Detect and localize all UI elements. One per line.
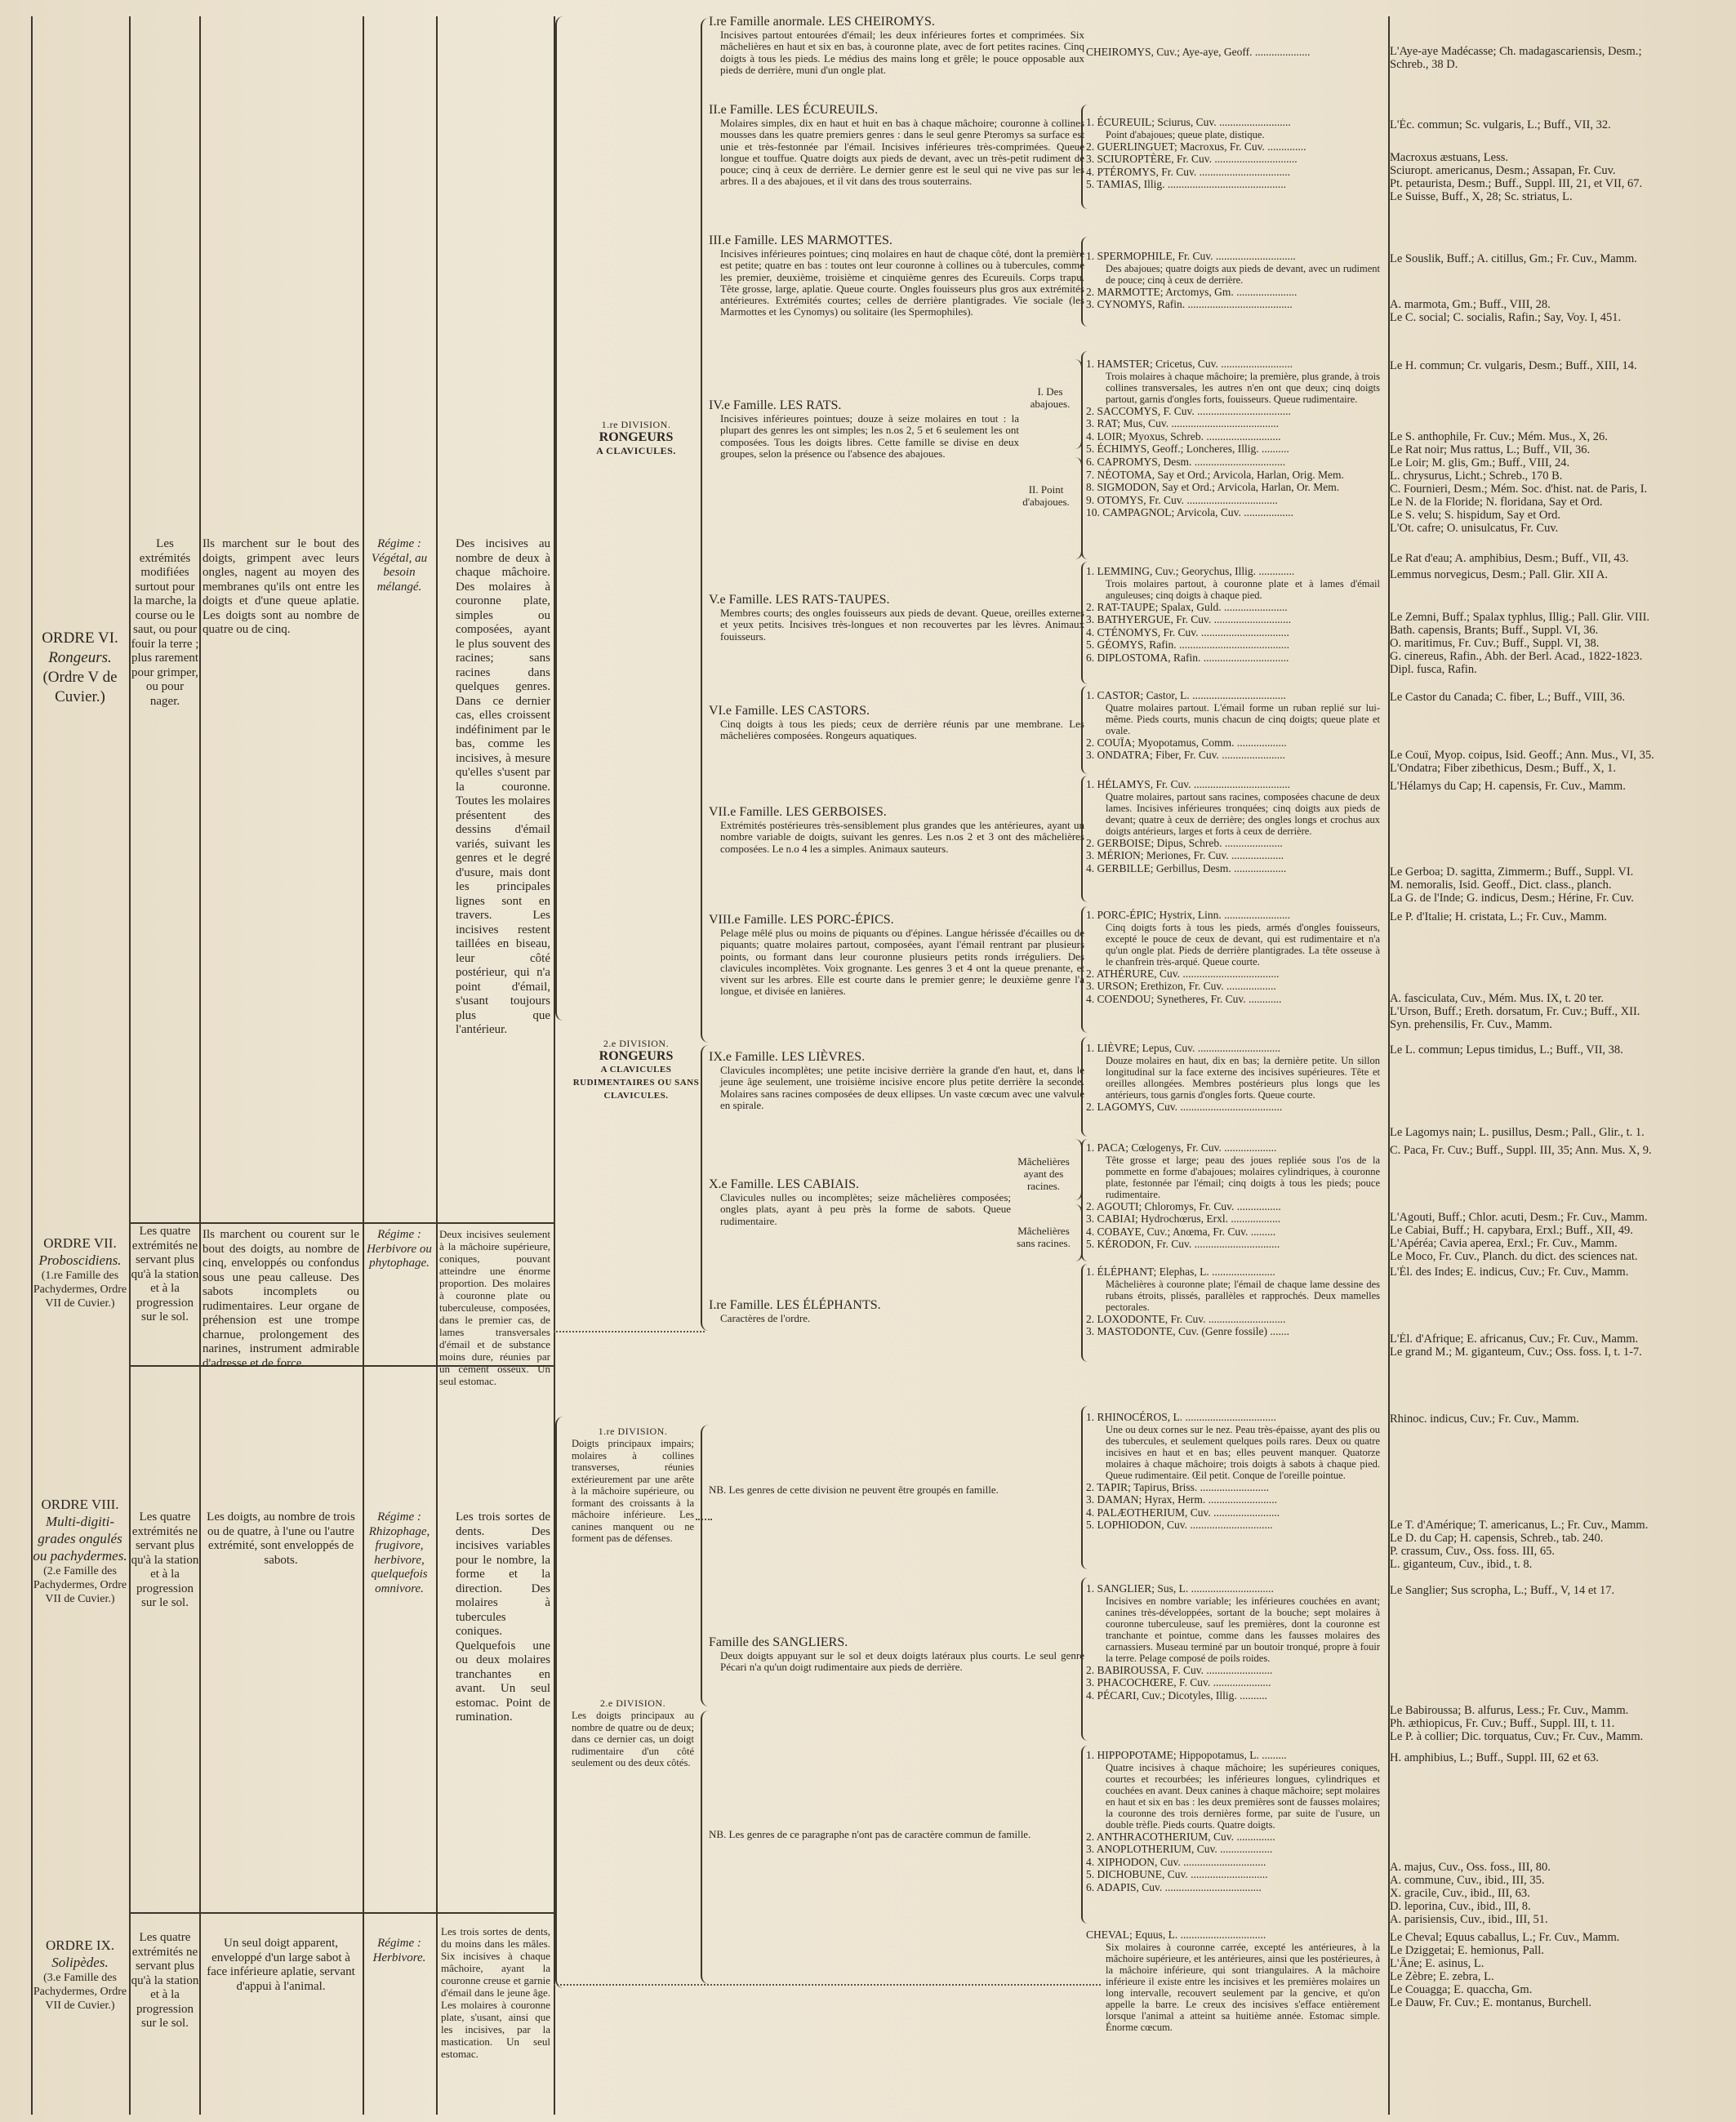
genus-desc: Tête grosse et large; peau des joues repliée sous l'os de la pommette en forme d'abajoues; molaires cylindriques, à couronne plate, festonnée par l'émail; cinq doigts à tous les pieds; pouce rudimentaire. bbox=[1106, 1154, 1380, 1200]
genus-item: 4. COBAYE, Cuv.; Anœma, Fr. Cuv. ......... bbox=[1086, 1225, 1276, 1238]
family-desc: Deux doigts appuyant sur le sol et deux doigts latéraux plus courts. Le seul genre Pécari n'a qu'un doigt rudimentaire aux pieds de derrière. bbox=[720, 1649, 1084, 1674]
species-entry: Ph. æthiopicus, Fr. Cuv.; Buff., Suppl. III, t. 11. bbox=[1390, 1717, 1615, 1730]
division-1-pachyderms bbox=[572, 1425, 694, 1545]
order-vi-regime: Régime : Végétal, au besoin mélangé. bbox=[371, 537, 428, 594]
species-entry: Le C. social; C. socialis, Rafin.; Say, Voy. I, 451. bbox=[1390, 311, 1622, 324]
order-vii-regime: Régime : Herbivore ou phytophage. bbox=[367, 1228, 432, 1270]
family-porc-epics bbox=[709, 914, 1084, 997]
species-entry: Le Dziggetai; E. hemionus, Pall. bbox=[1390, 1944, 1544, 1957]
species-entry: L'Âne; E. asinus, L. bbox=[1390, 1957, 1485, 1970]
family-desc: Cinq doigts à tous les pieds; ceux de derrière réunis par une membrane. Les mâchelières composées. Rongeurs aquatiques. bbox=[720, 718, 1084, 742]
order-title: ORDRE VIII. bbox=[41, 1497, 119, 1512]
genera-cabiais bbox=[1086, 1141, 1380, 1251]
order-sub: (2.e Famille des Pachydermes, Ordre VII de Cuvier.) bbox=[33, 1565, 127, 1605]
species-entry: Rhinoc. indicus, Cuv.; Fr. Cuv., Mamm. bbox=[1390, 1412, 1579, 1426]
genus-desc: Six molaires à couronne carrée, excepté les antérieures, à la mâchoire supérieure, et les antérieures, ainsi que les postérieures, à la mâchoire inférieure, qui sont triangulaires. A la mâchoire inférieure il existe entre les incisives et les premières molaires un long intervalle, recouvert seulement par la gencive, et qu'on appelle la barre. Le creux des incisives s'efface entièrement lorsque l'animal a atteint sa huitième année. Estomac simple. Énorme cœcum. bbox=[1106, 1941, 1380, 2033]
genus-item: 2. LOXODONTE, Fr. Cuv. ............................ bbox=[1086, 1312, 1286, 1325]
family-rats-taupes bbox=[709, 594, 1084, 643]
family-cheiromys bbox=[709, 16, 1084, 76]
family-title: Famille des SANGLIERS. bbox=[709, 1635, 848, 1649]
genus-item: 4. GERBILLE; Gerbillus, Desm. ................... bbox=[1086, 861, 1287, 874]
genus-item: 1. PORC-ÉPIC; Hystrix, Linn. ........................ bbox=[1086, 909, 1291, 921]
division-sub: A CLAVICULES RUDIMENTAIRES OU SANS CLAVICULES. bbox=[572, 1065, 700, 1101]
genus-item: 3. CABIAI; Hydrochœrus, Erxl. .................. bbox=[1086, 1212, 1281, 1226]
species-entry: M. nemoralis, Isid. Geoff., Dict. class., planch. bbox=[1390, 879, 1612, 892]
genera-castors bbox=[1086, 689, 1380, 762]
genus-item: 4. COENDOU; Synetheres, Fr. Cuv. ............ bbox=[1086, 992, 1282, 1005]
species-entry: L. chrysurus, Licht.; Schreb., 170 B. bbox=[1390, 469, 1563, 483]
species-entry: X. gracile, Cuv., ibid., III, 63. bbox=[1390, 1887, 1530, 1900]
genus-item: 3. PHACOCHŒRE, F. Cuv. ..................... bbox=[1086, 1676, 1271, 1689]
family-title: VII.e Famille. LES GERBOISES. bbox=[709, 805, 887, 819]
species-entry: Le Cabiai, Buff.; H. capybara, Erxl.; Buff., XII, 49. bbox=[1390, 1224, 1633, 1237]
species-entry: Le Couagga; E. quaccha, Gm. bbox=[1390, 1983, 1533, 1996]
species-entry: Le Dauw, Fr. Cuv.; E. montanus, Burchell. bbox=[1390, 1996, 1592, 2009]
species-entry: L'Ot. cafre; O. unisulcatus, Fr. Cuv. bbox=[1390, 522, 1559, 535]
species-entry: C. Fournieri, Desm.; Mém. Soc. d'hist. nat. de Paris, I. bbox=[1390, 483, 1648, 496]
genus-desc: Trois molaires partout, à couronne plate et à lames d'émail anguleuses; cinq doigts à chaque pied. bbox=[1106, 577, 1380, 601]
species-entry: A. marmota, Gm.; Buff., VIII, 28. bbox=[1390, 298, 1551, 311]
family-desc: Incisives inférieures pointues; douze à seize molaires en tout : la plupart des genres les ont simples; les n.os 2, 5 et 6 seulement les ont composées. Tous les doigts libres. Cette famille se divise en deux groupes, selon la présence ou l'absence des abajoues. bbox=[720, 412, 1019, 460]
family-ecureuils bbox=[709, 105, 1084, 187]
genera-elephants bbox=[1086, 1266, 1380, 1338]
species-entry: A. fasciculata, Cuv., Mém. Mus. IX, t. 20 ter. bbox=[1390, 992, 1605, 1005]
genus-desc: Mâchelières à couronne plate; l'émail de chaque lame dessine des rubans étroits, plissés, parallèles et rapprochés. Deux mamelles pectorales. bbox=[1106, 1278, 1380, 1313]
division-sub: A CLAVICULES. bbox=[596, 445, 676, 456]
species-entry: Le D. du Cap; H. capensis, Schreb., tab. 240. bbox=[1390, 1532, 1604, 1545]
species-entry: Le Babiroussa; B. alfurus, Less.; Fr. Cuv., Mamm. bbox=[1390, 1704, 1629, 1717]
genus-item: 3. ONDATRA; Fiber, Fr. Cuv. ....................... bbox=[1086, 749, 1285, 762]
order-name: Multi-digiti-grades ongulés ou pachydermes. bbox=[33, 1514, 127, 1564]
order-vii-teeth: Deux incisives seulement à la mâchoire supérieure, coniques, pouvant atteindre une énorme proportion. Des molaires à couronne plate ou tuberculeuse, composées, dans le premier cas, de lames transversales d'émail et de substance moins dure, réunies par un cément osseux. Un seul estomac. bbox=[439, 1228, 550, 1387]
genus-item: 5. GÉOMYS, Rafin. ........................................ bbox=[1086, 638, 1289, 652]
genus-item: 1. HIPPOPOTAME; Hippopotamus, L. ......... bbox=[1086, 1749, 1287, 1761]
family-desc: Incisives inférieures pointues; cinq molaires en haut de chaque côté, dont la première est petite; quatre en bas : toutes ont leur couronne à collines ou à tubercules, comme les premier, deuxième, troisième et cinquième genres des Ecureuils. Corps trapu. Tête grosse, large, aplatie. Queue courte. Ongles fouisseurs plus gros aux extrémités antérieures. Extrémités courtes; celles de derrière plantigrades. Vie sociale (les Marmottes et les Cynomys) ou solitaire (les Spermophiles). bbox=[720, 247, 1084, 318]
division-name: RONGEURS bbox=[599, 430, 674, 444]
genus-item: 3. CYNOMYS, Rafin. ...................................... bbox=[1086, 298, 1293, 311]
family-desc: Caractères de l'ordre. bbox=[720, 1312, 811, 1325]
species-entry: Le Moco, Fr. Cuv., Planch. du dict. des sciences nat. bbox=[1390, 1250, 1638, 1263]
genus-item: 1. LIÈVRE; Lepus, Cuv. .............................. bbox=[1086, 1042, 1280, 1054]
genus-item: 10. CAMPAGNOL; Arvicola, Cuv. .................. bbox=[1086, 506, 1294, 519]
species-entry: Le Suisse, Buff., X, 28; Sc. striatus, L. bbox=[1390, 190, 1573, 203]
species-entry: Le T. d'Amérique; T. americanus, L.; Fr. Cuv., Mamm. bbox=[1390, 1519, 1649, 1532]
genus-item: 4. CTÉNOMYS, Fr. Cuv. ................................ bbox=[1086, 625, 1289, 638]
genus-item: 2. MARMOTTE; Arctomys, Gm. ...................... bbox=[1086, 285, 1298, 298]
cabiais-group-a: Mâchelières ayant des racines. bbox=[1017, 1155, 1070, 1192]
cabiais-group-b: Mâchelières sans racines. bbox=[1017, 1225, 1071, 1249]
order-title: ORDRE VII. bbox=[43, 1235, 117, 1251]
genus-item: 4. PÉCARI, Cuv.; Dicotyles, Illig. .......... bbox=[1086, 1688, 1267, 1702]
genus-item: 4. XIPHODON, Cuv. .............................. bbox=[1086, 1855, 1266, 1868]
genus-item: 2. GERBOISE; Dipus, Schreb. ..................... bbox=[1086, 836, 1283, 849]
species-entry: A. majus, Cuv., Oss. foss., III, 80. bbox=[1390, 1861, 1551, 1874]
family-bracket bbox=[701, 18, 709, 1043]
order-viii-title bbox=[31, 1496, 129, 1606]
rule bbox=[199, 16, 201, 2115]
genus-item: 3. URSON; Erethizon, Fr. Cuv. .................. bbox=[1086, 980, 1276, 993]
genus-desc: Trois molaires à chaque mâchoire; la première, plus grande, à trois collines transversales, les autres n'en ont que deux; cinq doigts partout, garnis d'ongles forts, fouisseurs. Queue rudimentaire. bbox=[1106, 370, 1380, 405]
genus-desc: Des abajoues; quatre doigts aux pieds de devant, avec un rudiment de pouce; cinq à ceux de derrière. bbox=[1106, 262, 1380, 286]
genus-item: 2. COUÏA; Myopotamus, Comm. .................. bbox=[1086, 736, 1287, 749]
family-title: IX.e Famille. LES LIÈVRES. bbox=[709, 1050, 866, 1064]
genus-item: 5. ÉCHIMYS, Geoff.; Loncheres, Illig. .......... bbox=[1086, 443, 1289, 456]
species-entry: L. giganteum, Cuv., ibid., t. 8. bbox=[1390, 1558, 1533, 1571]
family-elephants bbox=[709, 1300, 1084, 1324]
genus-item: 3. MASTODONTE, Cuv. (Genre fossile) ....... bbox=[1086, 1325, 1289, 1338]
species-entry: L'Él. des Indes; E. indicus, Cuv.; Fr. Cuv., Mamm. bbox=[1390, 1266, 1629, 1279]
species-entry: L'Urson, Buff.; Ereth. dorsatum, Fr. Cuv.; Buff., XII. bbox=[1390, 1005, 1640, 1018]
family-title: I.re Famille. LES ÉLÉPHANTS. bbox=[709, 1298, 881, 1312]
species-entry: L'Éc. commun; Sc. vulgaris, L.; Buff., VII, 32. bbox=[1390, 118, 1611, 131]
species-entry: Le L. commun; Lepus timidus, L.; Buff., VII, 38. bbox=[1390, 1043, 1623, 1057]
species-entry: Le Rat d'eau; A. amphibius, Desm.; Buff., VII, 43. bbox=[1390, 552, 1629, 565]
genus-desc: Douze molaires en haut, dix en bas; la dernière petite. Un sillon longitudinal sur la face externe des incisives supérieures. Tête et oreilles allongées. Membres postérieurs plus longs que les antérieurs, tous garnis d'ongles forts. Queue courte. bbox=[1106, 1054, 1380, 1101]
family-title: VIII.e Famille. LES PORC-ÉPICS. bbox=[709, 913, 894, 927]
genus-item: 4. LOIR; Myoxus, Schreb. ........................... bbox=[1086, 429, 1281, 443]
species-entry: Le Rat noir; Mus rattus, L.; Buff., VII, 36. bbox=[1390, 443, 1591, 456]
family-nb-division-2 bbox=[709, 1829, 1084, 1842]
species-entry: Pt. petaurista, Desm.; Buff., Suppl. III, 21, et VII, 67. bbox=[1390, 177, 1643, 190]
family-title: III.e Famille. LES MARMOTTES. bbox=[709, 234, 892, 247]
genus-item: 5. KÉRODON, Fr. Cuv. ............................... bbox=[1086, 1238, 1280, 1251]
family-nb-division-1 bbox=[709, 1484, 1084, 1497]
genus-item: 8. SIGMODON, Say et Ord.; Arvicola, Harlan, Or. Mem. bbox=[1086, 481, 1340, 494]
family-desc: Clavicules nulles ou incomplètes; seize mâchelières composées; ongles plats, ayant à peu près la forme de sabots. Queue rudimentaire. bbox=[720, 1191, 1011, 1227]
genus-item: 1. LEMMING, Cuv.; Georychus, Illig. ............. bbox=[1086, 565, 1295, 577]
division-label: 2.e DIVISION. bbox=[603, 1038, 670, 1049]
family-cabiais bbox=[709, 1179, 1011, 1227]
genus-item: 3. DAMAN; Hyrax, Herm. ......................... bbox=[1086, 1493, 1277, 1506]
genus-item: 6. CAPROMYS, Desm. ................................. bbox=[1086, 455, 1286, 468]
genus-item: 1. RHINOCÉROS, L. ................................. bbox=[1086, 1411, 1276, 1423]
species-entry: La G. de l'Inde; G. indicus, Desm.; Hérine, Fr. Cuv. bbox=[1390, 892, 1634, 905]
order-viii-teeth: Les trois sortes de dents. Des incisives variables pour le nombre, la forme et la direction. Des molaires à tubercules coniques. Quelquefois une ou deux molaires tranchantes en avant. Un seul estomac. Point de rumination. bbox=[456, 1510, 550, 1724]
rule bbox=[436, 16, 438, 2115]
species-entry: L'Él. d'Afrique; E. africanus, Cuv.; Fr. Cuv., Mamm. bbox=[1390, 1332, 1639, 1346]
family-lievres bbox=[709, 1052, 1084, 1111]
genus-item: 2. AGOUTI; Chloromys, Fr. Cuv. ................ bbox=[1086, 1199, 1281, 1212]
order-viii-extremities: Les quatre extrémités ne servant plus qu'à la station et à la progression sur le sol. bbox=[131, 1510, 199, 1609]
genus-item: 1. HAMSTER; Cricetus, Cuv. .......................... bbox=[1086, 358, 1293, 370]
division-text: Les doigts principaux au nombre de quatre ou de deux; dans ce dernier cas, un doigt rudimentaire d'un côté seulement ou des deux côtés. bbox=[572, 1710, 694, 1768]
genus-item: 3. SCIUROPTÈRE, Fr. Cuv. .............................. bbox=[1086, 153, 1298, 166]
genus-item: CHEIROMYS, Cuv.; Aye-aye, Geoff. .................... bbox=[1086, 46, 1311, 58]
family-desc: Incisives partout entourées d'émail; les deux inférieures fortes et comprimées. Six mâchelières en haut et six en bas, à couronne plate, avec de fort petites racines. Cinq doigts à tous les pieds. Le médius des mains long et grêle; le pouce opposable aux pieds de derrière, muni d'un ongle plat. bbox=[720, 29, 1084, 76]
rule bbox=[1388, 16, 1390, 2115]
genus-item: 2. RAT-TAUPE; Spalax, Guld. ....................... bbox=[1086, 600, 1288, 613]
genus-item: 1. SANGLIER; Sus, L. .............................. bbox=[1086, 1582, 1274, 1595]
family-desc: Membres courts; des ongles fouisseurs aux pieds de devant. Queue, oreilles externes et yeux petits. Incisives très-longues et non recouvertes par les lèvres. Animaux fouisseurs. bbox=[720, 607, 1084, 643]
species-entry: L'Hélamys du Cap; H. capensis, Fr. Cuv., Mamm. bbox=[1390, 780, 1626, 793]
family-title: II.e Famille. LES ÉCUREUILS. bbox=[709, 103, 879, 117]
order-vii-locomotion: Ils marchent ou courent sur le bout des doigts, au nombre de cinq, enveloppés ou confondus sous une peau calleuse. Des sabots incomplets ou rudimentaires. Leur organe de préhension est une trompe charnue, prolongement des narines, instrument admirable d'adresse et de force. bbox=[203, 1228, 359, 1370]
genera-rats bbox=[1086, 358, 1380, 519]
genus-desc: Quatre molaires, partout sans racines, composées chacune de deux lames. Incisives inférieures tronquées; cinq doigts aux pieds de devant; quatre à ceux de derrière; des ongles longs et crochus aux doigts antérieurs, larges et forts à ceux de derrière. bbox=[1106, 790, 1380, 837]
order-name: Rongeurs. bbox=[48, 649, 112, 666]
genus-item: 5. TAMIAS, Illig. ........................................... bbox=[1086, 178, 1287, 191]
order-name: Solipèdes. bbox=[51, 1955, 109, 1970]
species-entry: Le S. anthophile, Fr. Cuv.; Mém. Mus., X, 26. bbox=[1390, 430, 1608, 443]
family-sangliers bbox=[709, 1637, 1084, 1674]
genus-item: 9. OTOMYS, Fr. Cuv. ................................. bbox=[1086, 493, 1278, 506]
division-label: 2.e DIVISION. bbox=[599, 1697, 666, 1709]
genera-ecureuils bbox=[1086, 116, 1380, 191]
genus-item: 6. DIPLOSTOMA, Rafin. ............................... bbox=[1086, 651, 1289, 664]
species-entry: Le grand M.; M. giganteum, Cuv.; Oss. foss. I, t. 1-7. bbox=[1390, 1346, 1642, 1359]
order-vi-locomotion: Ils marchent sur le bout des doigts, grimpent avec leurs ongles, nagent au moyen des membranes qu'ils ont entre les doigts et d'une queue aplatie. Les doigts sont au nombre de quatre ou de cinq. bbox=[203, 537, 359, 636]
species-entry: L'Agouti, Buff.; Chlor. acuti, Desm.; Fr. Cuv., Mamm. bbox=[1390, 1211, 1648, 1224]
genus-item: 2. TAPIR; Tapirus, Briss. ......................... bbox=[1086, 1480, 1269, 1493]
family-title: NB. Les genres de cette division ne peuvent être groupés en famille. bbox=[709, 1484, 999, 1496]
genus-desc: Quatre incisives à chaque mâchoire; les supérieures coniques, courtes et recourbées; les inférieures longues, cylindriques et couchées en avant. Deux canines à chaque mâchoire; sept molaires en haut et six en bas : les deux premières sont de fausses molaires; la couronne des trois dernières forme, par suite de l'usure, un double trèfle. Pieds courts. Quatre doigts. bbox=[1106, 1761, 1380, 1831]
genus-desc: Incisives en nombre variable; les inférieures couchées en avant; canines très-développées, sortant de la bouche; sept molaires à couronne tuberculeuse, sauf les premières, dont la couronne est tranchante et pointue, comme dans les fausses molaires des carnassiers. Museau terminé par un boutoir tronqué, propre à fouir la terre. Pelage composé de poils roides. bbox=[1106, 1595, 1380, 1664]
species-entry: A. parisiensis, Cuv., ibid., III, 51. bbox=[1390, 1913, 1548, 1926]
division-1-rongeurs bbox=[563, 418, 709, 457]
species-entry: Schreb., 38 D. bbox=[1390, 58, 1458, 71]
genera-lievres bbox=[1086, 1042, 1380, 1113]
genus-item: 1. CASTOR; Castor, L. .................................. bbox=[1086, 689, 1286, 701]
order-sub: (Ordre V de Cuvier.) bbox=[42, 669, 118, 705]
family-title: VI.e Famille. LES CASTORS. bbox=[709, 704, 870, 718]
family-title: IV.e Famille. LES RATS. bbox=[709, 398, 842, 412]
genera-cheval bbox=[1086, 1928, 1380, 2033]
family-bracket bbox=[701, 1045, 709, 1331]
order-sub: (3.e Famille des Pachydermes, Ordre VII de Cuvier.) bbox=[33, 1972, 127, 2012]
order-ix-title bbox=[31, 1937, 129, 2013]
order-title: ORDRE IX. bbox=[45, 1937, 115, 1953]
order-vi-teeth: Des incisives au nombre de deux à chaque mâchoire. Des molaires à couronne plate, simples ou composées, ayant le plus souvent des racines; sans racines dans quelques genres. Dans ce dernier cas, elles croissent indéfiniment par le bas, comme les incisives, à mesure qu'elles s'usent par la couronne. Toutes les molaires présentent des dessins d'émail variés, suivant les genres et le degré d'usure, mais dont les principales lignes sont en travers. Les incisives restent taillées en biseau, leur côté postérieur, qui n'a point d'émail, s'usant toujours plus que l'antérieur. bbox=[456, 537, 550, 1036]
species-entry: Le P. d'Italie; H. cristata, L.; Fr. Cuv., Mamm. bbox=[1390, 910, 1607, 923]
family-title: X.e Famille. LES CABIAIS. bbox=[709, 1177, 859, 1191]
species-entry: Lemmus norvegicus, Desm.; Pall. Glir. XII A. bbox=[1390, 568, 1609, 581]
genus-item: 4. PTÉROMYS, Fr. Cuv. ................................. bbox=[1086, 165, 1291, 178]
genus-item: 1. ÉCUREUIL; Sciurus, Cuv. .......................... bbox=[1086, 116, 1291, 128]
species-entry: P. crassum, Cuv., Oss. foss. III, 65. bbox=[1390, 1545, 1556, 1558]
family-title: V.e Famille. LES RATS-TAUPES. bbox=[709, 593, 890, 607]
species-entry: Syn. prehensilis, Fr. Cuv., Mamm. bbox=[1390, 1018, 1552, 1031]
genus-item: 3. BATHYERGUE, Fr. Cuv. ............................ bbox=[1086, 613, 1292, 626]
species-entry: Le Lagomys nain; L. pusillus, Desm.; Pall., Glir., t. 1. bbox=[1390, 1126, 1645, 1139]
species-entry: Le Loir; M. glis, Gm.; Buff., VIII, 24. bbox=[1390, 456, 1570, 469]
family-bracket bbox=[701, 1711, 709, 1984]
genus-desc: Quatre molaires partout. L'émail forme un ruban replié sur lui-même. Pieds courts, munis chacun de cinq doigts; queue plate et ovale. bbox=[1106, 701, 1380, 736]
order-viii-locomotion: Les doigts, au nombre de trois ou de quatre, à l'une ou l'autre extrémité, sont enveloppés de sabots. bbox=[207, 1510, 355, 1567]
genus-item: 1. SPERMOPHILE, Fr. Cuv. ............................. bbox=[1086, 250, 1296, 262]
species-entry: Dipl. fusca, Rafin. bbox=[1390, 663, 1477, 676]
division-label: 1.re DIVISION. bbox=[601, 419, 671, 430]
division-bracket bbox=[555, 16, 565, 1021]
order-ix-teeth: Les trois sortes de dents, du moins dans les mâles. Six incisives à chaque mâchoire, ayant la couronne creuse et garnie d'émail dans le jeune âge. Les molaires à couronne plate, s'usant, ainsi que les incisives, par la mastication. Un seul estomac. bbox=[441, 1925, 550, 2060]
order-ix-regime: Régime : Herbivore. bbox=[372, 1937, 426, 1964]
genus-desc: Cinq doigts forts à tous les pieds, armés d'ongles fouisseurs, excepté le pouce de ceux de devant, qui est rudimentaire et n'a qu'un ongle plat. Pieds de derrière plantigrades. La tête osseuse à le chanfrein très-arqué. Queue courte. bbox=[1106, 921, 1380, 968]
species-entry: Le P. à collier; Dic. torquatus, Cuv.; Fr. Cuv., Mamm. bbox=[1390, 1730, 1644, 1743]
order-ix-locomotion: Un seul doigt apparent, enveloppé d'un large sabot à face inférieure aplatie, servant d'appui à l'animal. bbox=[207, 1937, 355, 1993]
division-2-rongeurs bbox=[563, 1037, 709, 1102]
rule bbox=[129, 16, 131, 2115]
genus-item: 2. SACCOMYS, F. Cuv. .................................. bbox=[1086, 404, 1291, 417]
family-desc: Pelage mêlé plus ou moins de piquants ou d'épines. Langue hérissée d'écailles ou de piquants; quatre molaires partout, composées, ayant l'émail rentrant par plusieurs points, ou formant dans leur couronne plusieurs petits ronds irréguliers. Des clavicules incomplètes. Voix grognante. Les genres 3 et 4 ont la queue prenante, et vivent sur les arbres. Elle est courte dans le premier genre; le deuxième genre l'a longue, et divisée en lanières. bbox=[720, 927, 1084, 998]
species-entry: Le Castor du Canada; C. fiber, L.; Buff., VIII, 36. bbox=[1390, 691, 1626, 704]
genera-division-1 bbox=[1086, 1411, 1380, 1532]
species-entry: Sciuropt. americanus, Desm.; Assapan, Fr. Cuv. bbox=[1390, 164, 1616, 177]
order-separator bbox=[129, 1222, 554, 1224]
genus-item: 2. ANTHRACOTHERIUM, Cuv. .............. bbox=[1086, 1830, 1275, 1843]
order-vii-extremities: Les quatre extrémités ne servant plus qu'à la station et à la progression sur le sol. bbox=[131, 1225, 199, 1323]
genus-desc: Point d'abajoues; queue plate, distique. bbox=[1106, 128, 1265, 140]
genus-item: 1. PACA; Cœlogenys, Fr. Cuv. ................... bbox=[1086, 1141, 1277, 1154]
species-entry: O. maritimus, Fr. Cuv.; Buff., Suppl. VI, 38. bbox=[1390, 637, 1600, 650]
rule bbox=[363, 16, 364, 2115]
genus-item: 7. NÉOTOMA, Say et Ord.; Arvicola, Harlan, Orig. Mem. bbox=[1086, 468, 1344, 481]
species-entry: Le Sanglier; Sus scropha, L.; Buff., V, 14 et 17. bbox=[1390, 1584, 1615, 1597]
species-entry: Bath. capensis, Brants; Buff., Suppl. VI, 36. bbox=[1390, 624, 1599, 637]
genera-porc-epics bbox=[1086, 909, 1380, 1005]
division-name: RONGEURS bbox=[599, 1049, 674, 1063]
order-sub: (1.re Famille des Pachydermes, Ordre VII de Cuvier.) bbox=[33, 1270, 127, 1310]
genus-item: 1. ÉLÉPHANT; Elephas, L. ....................... bbox=[1086, 1266, 1275, 1278]
genus-item: 6. ADAPIS, Cuv. ................................... bbox=[1086, 1880, 1262, 1893]
species-entry: G. cinereus, Rafin., Abh. der Berl. Acad., 1822-1823. bbox=[1390, 650, 1643, 663]
genera-rats-taupes bbox=[1086, 565, 1380, 665]
family-castors bbox=[709, 705, 1084, 742]
species-entry: Le Gerboa; D. sagitta, Zimmerm.; Buff., Suppl. VI. bbox=[1390, 865, 1634, 879]
dotted-leader bbox=[554, 1984, 1101, 1986]
genus-item: 5. DICHOBUNE, Cuv. ............................ bbox=[1086, 1868, 1268, 1881]
genus-item: 2. ATHÉRURE, Cuv. ................................... bbox=[1086, 967, 1280, 980]
species-entry: Le Couï, Myop. coipus, Isid. Geoff.; Ann. Mus., VI, 35. bbox=[1390, 749, 1654, 762]
genus-desc: Une ou deux cornes sur le nez. Peau très-épaisse, ayant des plis ou des tubercules, et seulement quelques poils rares. Deux ou quatre incisives en haut et en bas; elles peuvent manquer. Quatorze molaires à chaque mâchoire; trois doigts à sabots à chaque pied. Queue rudimentaire. Œil petit. Conque de l'oreille pointue. bbox=[1106, 1423, 1380, 1481]
species-entry: Le Zemni, Buff.; Spalax typhlus, Illig.; Pall. Glir. VIII. bbox=[1390, 611, 1650, 624]
species-entry: H. amphibius, L.; Buff., Suppl. III, 62 et 63. bbox=[1390, 1751, 1599, 1764]
species-entry: L'Apéréa; Cavia aperea, Erxl.; Fr. Cuv., Mamm. bbox=[1390, 1237, 1618, 1250]
genus-item: 3. ANOPLOTHERIUM, Cuv. ................... bbox=[1086, 1843, 1273, 1856]
genus-item: 2. GUERLINGUET; Macroxus, Fr. Cuv. .............. bbox=[1086, 140, 1306, 153]
genus-item: 2. LAGOMYS, Cuv. ..................................... bbox=[1086, 1100, 1283, 1113]
species-entry: A. commune, Cuv., ibid., III, 35. bbox=[1390, 1874, 1545, 1887]
division-label: 1.re DIVISION. bbox=[598, 1426, 668, 1437]
genus-item: CHEVAL; Equus, L. ............................... bbox=[1086, 1928, 1266, 1941]
order-ix-extremities: Les quatre extrémités ne servant plus qu'à la station et à la progression sur le sol. bbox=[131, 1931, 199, 2030]
order-separator bbox=[129, 1912, 554, 1914]
genera-hippopotames bbox=[1086, 1749, 1380, 1894]
family-desc: Extrémités postérieures très-sensiblement plus grandes que les antérieures, ayant un nombre variable de doigts, suivant les genres. Les n.os 2 et 3 ont des mâchelières composées. Le n.o 4 les a simples. Animaux sauteurs. bbox=[720, 819, 1084, 855]
division-text: Doigts principaux impairs; molaires à collines transverses, réunies extérieurement par une arête à la mâchoire supérieure, ou formant des croissants à la mâchoire inférieure. Les canines manquent ou ne forment pas de défenses. bbox=[572, 1438, 694, 1544]
division-2-pachyderms bbox=[572, 1697, 694, 1769]
family-rats bbox=[709, 400, 1019, 460]
species-entry: C. Paca, Fr. Cuv.; Buff., Suppl. III, 35; Ann. Mus. X, 9. bbox=[1390, 1144, 1652, 1157]
species-entry: L'Ondatra; Fiber zibethicus, Desm.; Buff., X, 1. bbox=[1390, 762, 1616, 775]
genus-item: 5. LOPHIODON, Cuv. .............................. bbox=[1086, 1519, 1273, 1532]
order-vi-title bbox=[31, 629, 129, 707]
genus-item: 4. PALÆOTHERIUM, Cuv. ........................ bbox=[1086, 1506, 1280, 1519]
family-title: I.re Famille anormale. LES CHEIROMYS. bbox=[709, 15, 935, 29]
species-entry: D. leporina, Cuv., ibid., III, 8. bbox=[1390, 1900, 1531, 1913]
species-entry: Le Zèbre; E. zebra, L. bbox=[1390, 1970, 1494, 1983]
genera-sangliers bbox=[1086, 1582, 1380, 1702]
rats-group-b: II. Point d'abajoues. bbox=[1022, 483, 1070, 508]
species-entry: Le S. velu; S. hispidum, Say et Ord. bbox=[1390, 509, 1561, 522]
species-entry: Le Cheval; Equus caballus, L.; Fr. Cuv., Mamm. bbox=[1390, 1931, 1620, 1944]
order-name: Proboscidiens. bbox=[38, 1252, 122, 1268]
order-vi-extremities: Les extrémités modifiées surtout pour la marche, la course ou le saut, ou pour fouir la terre ; plus rarement pour grimper, ou pour nager. bbox=[131, 537, 199, 708]
division-bracket bbox=[555, 1417, 565, 1988]
species-entry: Le H. commun; Cr. vulgaris, Desm.; Buff., XIII, 14. bbox=[1390, 359, 1637, 372]
rule bbox=[31, 16, 33, 2115]
family-desc: Molaires simples, dix en haut et huit en bas à chaque mâchoire; couronne à collines mousses dans les quatre premiers genres : dans le seul genre Pteromys sa surface est unie et très-festonnée par l'émail. Incisives inférieures très-comprimées. Queue longue et touffue. Quatre doigts aux pieds de devant, avec un très-petit rudiment de pouce; cinq à ceux de derrière. Le dernier genre est le seul qui ne vive pas sur les arbres. Il a des abajoues, et il vit dans des trous souterrains. bbox=[720, 117, 1084, 188]
family-bracket bbox=[701, 1425, 709, 1706]
species-entry: L'Aye-aye Madécasse; Ch. madagascariensis, Desm.; bbox=[1390, 45, 1642, 58]
family-title: NB. Les genres de ce paragraphe n'ont pas de caractère commun de famille. bbox=[709, 1828, 1031, 1840]
dotted-leader bbox=[554, 1331, 705, 1332]
genus-item: 3. RAT; Mus, Cuv. ....................................... bbox=[1086, 417, 1280, 430]
family-marmottes bbox=[709, 235, 1084, 318]
order-title: ORDRE VI. bbox=[42, 629, 118, 647]
genus-item: 2. BABIROUSSA, F. Cuv. ........................ bbox=[1086, 1663, 1273, 1676]
genus-item: 1. HÉLAMYS, Fr. Cuv. ................................... bbox=[1086, 778, 1291, 790]
genera-column bbox=[1086, 46, 1380, 59]
family-desc: Clavicules incomplètes; une petite incisive derrière la grande d'en haut, et, dans le jeune âge seulement, une troisième incisive encore plus petite derrière la seconde. Molaires sans racines composées de deux ellipses. Un vaste cœcum avec une valvule en spirale. bbox=[720, 1064, 1084, 1111]
family-gerboises bbox=[709, 807, 1084, 855]
species-entry: Le N. de la Floride; N. floridana, Say et Ord. bbox=[1390, 496, 1603, 509]
rats-group-a: I. Des abajoues. bbox=[1030, 385, 1071, 410]
genera-gerboises bbox=[1086, 778, 1380, 874]
species-entry: Macroxus æstuans, Less. bbox=[1390, 151, 1508, 164]
order-vii-title bbox=[31, 1234, 129, 1310]
genera-marmottes bbox=[1086, 250, 1380, 311]
species-entry: Le Souslik, Buff.; A. citillus, Gm.; Fr. Cuv., Mamm. bbox=[1390, 252, 1637, 265]
genus-item: 3. MÉRION; Meriones, Fr. Cuv. ................... bbox=[1086, 849, 1284, 862]
order-viii-regime: Régime : Rhizophage, frugivore, herbivore, quelquefois omnivore. bbox=[368, 1510, 430, 1595]
